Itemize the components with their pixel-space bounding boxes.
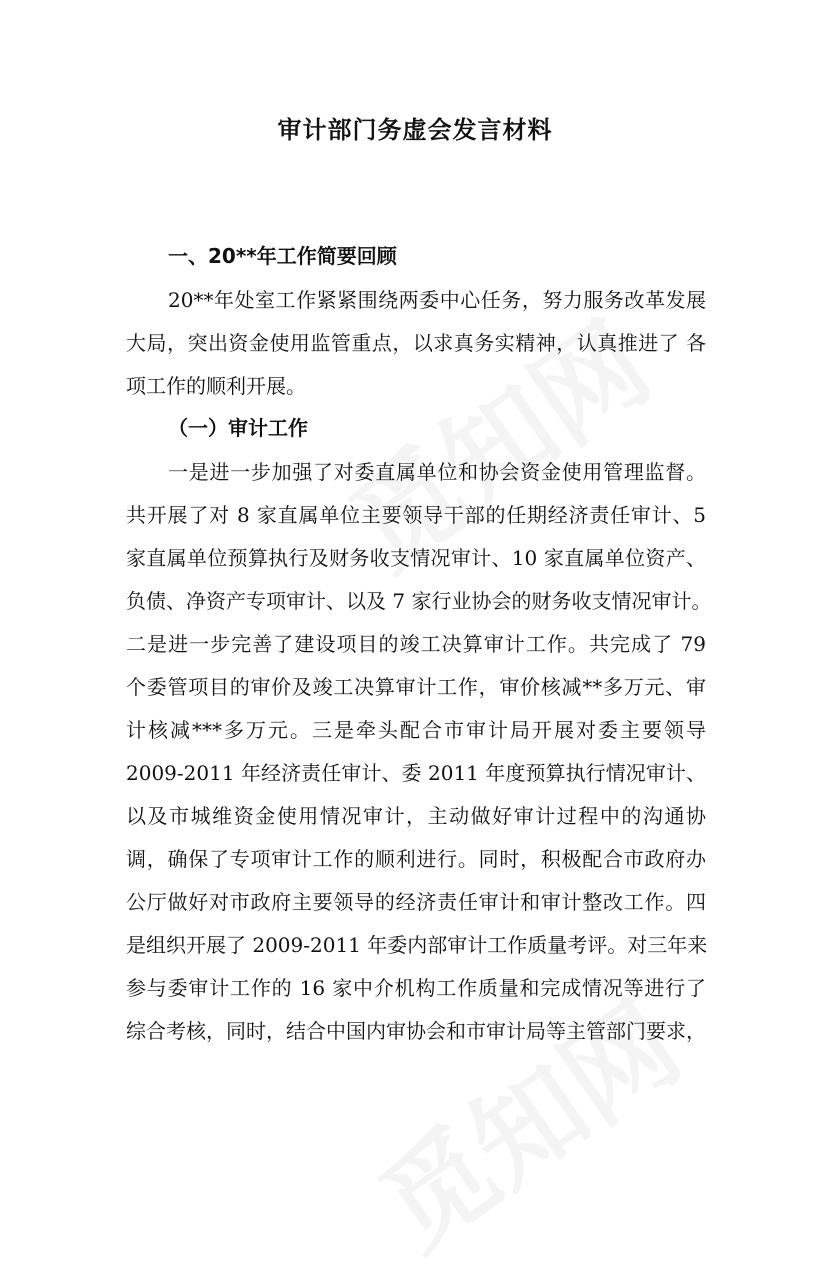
- paragraph-line: 公厅做好对市政府主要领导的经济责任审计和审计整改工作。四: [126, 890, 706, 914]
- paragraph-line: 2009-2011 年经济责任审计、委 2011 年度预算执行情况审计、: [126, 761, 706, 785]
- document-title: 审计部门务虚会发言材料: [277, 116, 553, 144]
- paragraph-line: 综合考核，同时，结合中国内审协会和市审计局等主管部门要求，: [126, 1019, 706, 1043]
- paragraph-line: 项工作的顺利开展。: [126, 374, 306, 398]
- paragraph-line: 个委管项目的审价及竣工决算审计工作，审价核减**多万元、审: [126, 675, 706, 699]
- paragraph-line: 计核减***多万元。三是牵头配合市审计局开展对委主要领导: [126, 718, 706, 742]
- subsection-heading: （一）审计工作: [168, 416, 308, 440]
- paragraph-line: 大局，突出资金使用监管重点，以求真务实精神，认真推进了 各: [126, 331, 706, 355]
- section-heading: 一、20**年工作简要回顾: [168, 244, 397, 268]
- watermark: [345, 960, 706, 1278]
- paragraph-line: 二是进一步完善了建设项目的竣工决算审计工作。共完成了 79: [126, 632, 706, 656]
- paragraph-line: 一是进一步加强了对委直属单位和协会资金使用管理监督。: [168, 460, 706, 484]
- paragraph-line: 共开展了对 8 家直属单位主要领导干部的任期经济责任审计、5: [126, 503, 706, 527]
- paragraph-line: 是组织开展了 2009-2011 年委内部审计工作质量考评。对三年来: [126, 933, 708, 957]
- paragraph-line: 以及市城维资金使用情况审计，主动做好审计过程中的沟通协: [126, 804, 706, 828]
- paragraph-line: 20**年处室工作紧紧围绕两委中心任务，努力服务改革发展: [168, 288, 706, 312]
- paragraph-line: 参与委审计工作的 16 家中介机构工作质量和完成情况等进行了: [126, 976, 706, 1000]
- paragraph-line: 家直属单位预算执行及财务收支情况审计、10 家直属单位资产、: [126, 546, 706, 570]
- paragraph-line: 调，确保了专项审计工作的顺利进行。同时，积极配合市政府办: [126, 847, 706, 871]
- paragraph-line: 负债、净资产专项审计、以及 7 家行业协会的财务收支情况审计。: [126, 589, 712, 613]
